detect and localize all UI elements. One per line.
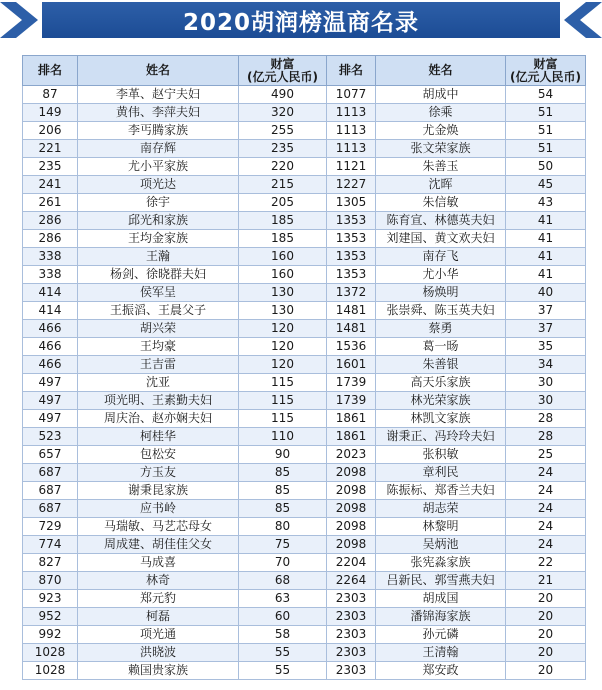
wealth-cell: 235 (239, 140, 327, 158)
rank-cell: 2303 (327, 590, 376, 608)
rank-cell: 235 (23, 158, 78, 176)
name-cell: 谢秉正、冯玲玲夫妇 (376, 428, 506, 446)
wealth-cell: 185 (239, 212, 327, 230)
wealth-cell: 28 (506, 428, 586, 446)
rank-cell: 1861 (327, 410, 376, 428)
rank-cell: 1601 (327, 356, 376, 374)
name-cell: 谢秉昆家族 (78, 482, 239, 500)
name-cell: 林光荣家族 (376, 392, 506, 410)
rank-cell: 1739 (327, 374, 376, 392)
wealth-cell: 51 (506, 140, 586, 158)
wealth-cell: 75 (239, 536, 327, 554)
name-cell: 胡兴荣 (78, 320, 239, 338)
name-cell: 周庆治、赵亦娴夫妇 (78, 410, 239, 428)
title-bar (42, 2, 560, 38)
name-cell: 高天乐家族 (376, 374, 506, 392)
table-row (23, 626, 586, 644)
rank-cell: 827 (23, 554, 78, 572)
rank-cell: 1861 (327, 428, 376, 446)
rank-cell: 466 (23, 338, 78, 356)
title-banner (0, 0, 602, 42)
name-cell: 项光通 (78, 626, 239, 644)
name-cell: 朱信敏 (376, 194, 506, 212)
wealth-cell: 35 (506, 338, 586, 356)
table-row (23, 464, 586, 482)
wealth-cell: 215 (239, 176, 327, 194)
table-row (23, 140, 586, 158)
name-cell: 王清翰 (376, 644, 506, 662)
wealth-cell: 20 (506, 644, 586, 662)
name-cell: 方玉友 (78, 464, 239, 482)
wealth-cell: 130 (239, 284, 327, 302)
rank-cell: 87 (23, 86, 78, 104)
name-cell: 胡成国 (376, 590, 506, 608)
table-header-row (23, 56, 586, 86)
name-cell: 张文荣家族 (376, 140, 506, 158)
name-cell: 李丐腾家族 (78, 122, 239, 140)
wealth-cell: 63 (239, 590, 327, 608)
wealth-cell: 30 (506, 392, 586, 410)
name-cell: 吴炳池 (376, 536, 506, 554)
ranking-table (22, 55, 586, 680)
table-row (23, 392, 586, 410)
rank-cell: 1353 (327, 212, 376, 230)
name-cell: 潘锦海家族 (376, 608, 506, 626)
header-rank: 排名 (327, 56, 376, 86)
table-row (23, 194, 586, 212)
rank-cell: 1481 (327, 320, 376, 338)
wealth-cell: 205 (239, 194, 327, 212)
rank-cell: 466 (23, 356, 78, 374)
wealth-cell: 320 (239, 104, 327, 122)
header-wealth: 财富 (亿元人民币) (239, 56, 327, 86)
table-row (23, 302, 586, 320)
table-row (23, 230, 586, 248)
wealth-cell: 85 (239, 482, 327, 500)
name-cell: 侯军呈 (78, 284, 239, 302)
table-row (23, 266, 586, 284)
rank-cell: 497 (23, 374, 78, 392)
rank-cell: 1372 (327, 284, 376, 302)
name-cell: 吕新民、郭雪燕夫妇 (376, 572, 506, 590)
rank-cell: 870 (23, 572, 78, 590)
table-row (23, 554, 586, 572)
table-row (23, 248, 586, 266)
name-cell: 王吉雷 (78, 356, 239, 374)
table-row (23, 608, 586, 626)
wealth-cell: 55 (239, 644, 327, 662)
name-cell: 项光达 (78, 176, 239, 194)
wealth-cell: 220 (239, 158, 327, 176)
rank-cell: 2303 (327, 626, 376, 644)
name-cell: 沈晖 (376, 176, 506, 194)
wealth-cell: 85 (239, 464, 327, 482)
name-cell: 南存飞 (376, 248, 506, 266)
header-wealth: 财富 (亿元人民币) (506, 56, 586, 86)
rank-cell: 1121 (327, 158, 376, 176)
name-cell: 林黎明 (376, 518, 506, 536)
wealth-cell: 24 (506, 482, 586, 500)
wealth-cell: 50 (506, 158, 586, 176)
name-cell: 王振滔、王晨父子 (78, 302, 239, 320)
rank-cell: 241 (23, 176, 78, 194)
rank-cell: 1353 (327, 230, 376, 248)
header-rank: 排名 (23, 56, 78, 86)
rank-cell: 1028 (23, 644, 78, 662)
wealth-cell: 41 (506, 212, 586, 230)
name-cell: 林凯文家族 (376, 410, 506, 428)
rank-cell: 497 (23, 392, 78, 410)
name-cell: 尤小华 (376, 266, 506, 284)
table-row (23, 176, 586, 194)
rank-cell: 523 (23, 428, 78, 446)
name-cell: 南存辉 (78, 140, 239, 158)
rank-cell: 2098 (327, 500, 376, 518)
wealth-cell: 20 (506, 590, 586, 608)
name-cell: 包松安 (78, 446, 239, 464)
name-cell: 柯磊 (78, 608, 239, 626)
rank-cell: 149 (23, 104, 78, 122)
table-row (23, 590, 586, 608)
rank-cell: 2264 (327, 572, 376, 590)
rank-cell: 774 (23, 536, 78, 554)
name-cell: 柯桂华 (78, 428, 239, 446)
rank-cell: 1739 (327, 392, 376, 410)
rank-cell: 657 (23, 446, 78, 464)
name-cell: 陈振标、郑香兰夫妇 (376, 482, 506, 500)
table-row (23, 572, 586, 590)
wealth-cell: 20 (506, 662, 586, 680)
wealth-cell: 54 (506, 86, 586, 104)
header-name: 姓名 (78, 56, 239, 86)
rank-cell: 687 (23, 500, 78, 518)
rank-cell: 497 (23, 410, 78, 428)
wealth-cell: 115 (239, 392, 327, 410)
wealth-cell: 120 (239, 320, 327, 338)
table-row (23, 536, 586, 554)
name-cell: 邱光和家族 (78, 212, 239, 230)
wealth-cell: 41 (506, 248, 586, 266)
wealth-cell: 24 (506, 464, 586, 482)
name-cell: 洪晓波 (78, 644, 239, 662)
wealth-cell: 24 (506, 500, 586, 518)
wealth-cell: 20 (506, 608, 586, 626)
table-row (23, 410, 586, 428)
name-cell: 马成喜 (78, 554, 239, 572)
name-cell: 张宪淼家族 (376, 554, 506, 572)
wealth-cell: 115 (239, 410, 327, 428)
table-row (23, 662, 586, 680)
wealth-cell: 110 (239, 428, 327, 446)
name-cell: 周成建、胡佳佳父女 (78, 536, 239, 554)
name-cell: 张崇舜、陈玉英夫妇 (376, 302, 506, 320)
name-cell: 沈亚 (78, 374, 239, 392)
name-cell: 胡成中 (376, 86, 506, 104)
rank-cell: 923 (23, 590, 78, 608)
rank-cell: 2098 (327, 536, 376, 554)
name-cell: 徐乘 (376, 104, 506, 122)
rank-cell: 1113 (327, 122, 376, 140)
rank-cell: 2303 (327, 644, 376, 662)
wealth-cell: 120 (239, 338, 327, 356)
rank-cell: 687 (23, 482, 78, 500)
rank-cell: 2204 (327, 554, 376, 572)
name-cell: 李革、赵宁夫妇 (78, 86, 239, 104)
table-row (23, 86, 586, 104)
wealth-cell: 130 (239, 302, 327, 320)
rank-cell: 414 (23, 284, 78, 302)
wealth-cell: 28 (506, 410, 586, 428)
wealth-cell: 160 (239, 266, 327, 284)
name-cell: 王均金家族 (78, 230, 239, 248)
table-row (23, 500, 586, 518)
rank-cell: 992 (23, 626, 78, 644)
rank-cell: 2098 (327, 482, 376, 500)
page-title: 2020胡润榜温商名录 (182, 9, 419, 36)
table-row (23, 518, 586, 536)
name-cell: 赖国贵家族 (78, 662, 239, 680)
wealth-cell: 51 (506, 122, 586, 140)
rank-cell: 1481 (327, 302, 376, 320)
wealth-cell: 55 (239, 662, 327, 680)
rank-cell: 1113 (327, 104, 376, 122)
name-cell: 刘建国、黄文欢夫妇 (376, 230, 506, 248)
rank-cell: 2098 (327, 464, 376, 482)
wealth-cell: 24 (506, 518, 586, 536)
rank-cell: 1077 (327, 86, 376, 104)
wealth-cell: 85 (239, 500, 327, 518)
wealth-cell: 70 (239, 554, 327, 572)
table-row (23, 320, 586, 338)
rank-cell: 1113 (327, 140, 376, 158)
table-row (23, 374, 586, 392)
name-cell: 徐宇 (78, 194, 239, 212)
rank-cell: 2303 (327, 662, 376, 680)
rank-cell: 338 (23, 248, 78, 266)
table-row (23, 104, 586, 122)
wealth-cell: 120 (239, 356, 327, 374)
wealth-cell: 51 (506, 104, 586, 122)
wealth-cell: 255 (239, 122, 327, 140)
wealth-cell: 37 (506, 320, 586, 338)
name-cell: 郑元豹 (78, 590, 239, 608)
name-cell: 陈育宣、林德英夫妇 (376, 212, 506, 230)
wealth-cell: 20 (506, 626, 586, 644)
name-cell: 郑安政 (376, 662, 506, 680)
name-cell: 蔡勇 (376, 320, 506, 338)
rank-cell: 286 (23, 212, 78, 230)
chevron-left-icon (562, 2, 602, 38)
name-cell: 项光明、王素勤夫妇 (78, 392, 239, 410)
table-body (23, 86, 586, 680)
wealth-cell: 21 (506, 572, 586, 590)
wealth-cell: 80 (239, 518, 327, 536)
rank-cell: 729 (23, 518, 78, 536)
rank-cell: 1305 (327, 194, 376, 212)
rank-cell: 1353 (327, 248, 376, 266)
rank-cell: 261 (23, 194, 78, 212)
table-row (23, 338, 586, 356)
wealth-cell: 41 (506, 230, 586, 248)
rank-cell: 338 (23, 266, 78, 284)
table-row (23, 212, 586, 230)
name-cell: 杨剑、徐晓群夫妇 (78, 266, 239, 284)
name-cell: 应书岭 (78, 500, 239, 518)
rank-cell: 206 (23, 122, 78, 140)
table-row (23, 356, 586, 374)
wealth-cell: 25 (506, 446, 586, 464)
name-cell: 尤金焕 (376, 122, 506, 140)
table-row (23, 284, 586, 302)
name-cell: 黄伟、李萍夫妇 (78, 104, 239, 122)
rank-cell: 1353 (327, 266, 376, 284)
rank-cell: 221 (23, 140, 78, 158)
wealth-cell: 22 (506, 554, 586, 572)
wealth-cell: 41 (506, 266, 586, 284)
rank-cell: 2098 (327, 518, 376, 536)
rank-cell: 2303 (327, 608, 376, 626)
wealth-cell: 160 (239, 248, 327, 266)
wealth-cell: 30 (506, 374, 586, 392)
rank-cell: 1028 (23, 662, 78, 680)
wealth-cell: 60 (239, 608, 327, 626)
rank-cell: 1227 (327, 176, 376, 194)
table-row (23, 482, 586, 500)
name-cell: 王瀚 (78, 248, 239, 266)
table-row (23, 122, 586, 140)
wealth-cell: 40 (506, 284, 586, 302)
table-row (23, 644, 586, 662)
wealth-cell: 45 (506, 176, 586, 194)
name-cell: 林奇 (78, 572, 239, 590)
table-row (23, 446, 586, 464)
name-cell: 马瑞敏、马艺芯母女 (78, 518, 239, 536)
rank-cell: 2023 (327, 446, 376, 464)
name-cell: 尤小平家族 (78, 158, 239, 176)
wealth-cell: 68 (239, 572, 327, 590)
name-cell: 张积敏 (376, 446, 506, 464)
name-cell: 杨焕明 (376, 284, 506, 302)
table-row (23, 158, 586, 176)
header-name: 姓名 (376, 56, 506, 86)
name-cell: 胡志荣 (376, 500, 506, 518)
rank-cell: 1536 (327, 338, 376, 356)
rank-cell: 687 (23, 464, 78, 482)
wealth-cell: 24 (506, 536, 586, 554)
rank-cell: 466 (23, 320, 78, 338)
wealth-cell: 34 (506, 356, 586, 374)
name-cell: 王均豪 (78, 338, 239, 356)
chevron-right-icon (0, 2, 40, 38)
rank-cell: 414 (23, 302, 78, 320)
name-cell: 朱善玉 (376, 158, 506, 176)
wealth-cell: 58 (239, 626, 327, 644)
name-cell: 章利民 (376, 464, 506, 482)
wealth-cell: 37 (506, 302, 586, 320)
rank-cell: 286 (23, 230, 78, 248)
wealth-cell: 115 (239, 374, 327, 392)
rank-cell: 952 (23, 608, 78, 626)
name-cell: 葛一旸 (376, 338, 506, 356)
wealth-cell: 90 (239, 446, 327, 464)
wealth-cell: 490 (239, 86, 327, 104)
name-cell: 孙元磷 (376, 626, 506, 644)
name-cell: 朱善银 (376, 356, 506, 374)
table-row (23, 428, 586, 446)
wealth-cell: 43 (506, 194, 586, 212)
wealth-cell: 185 (239, 230, 327, 248)
